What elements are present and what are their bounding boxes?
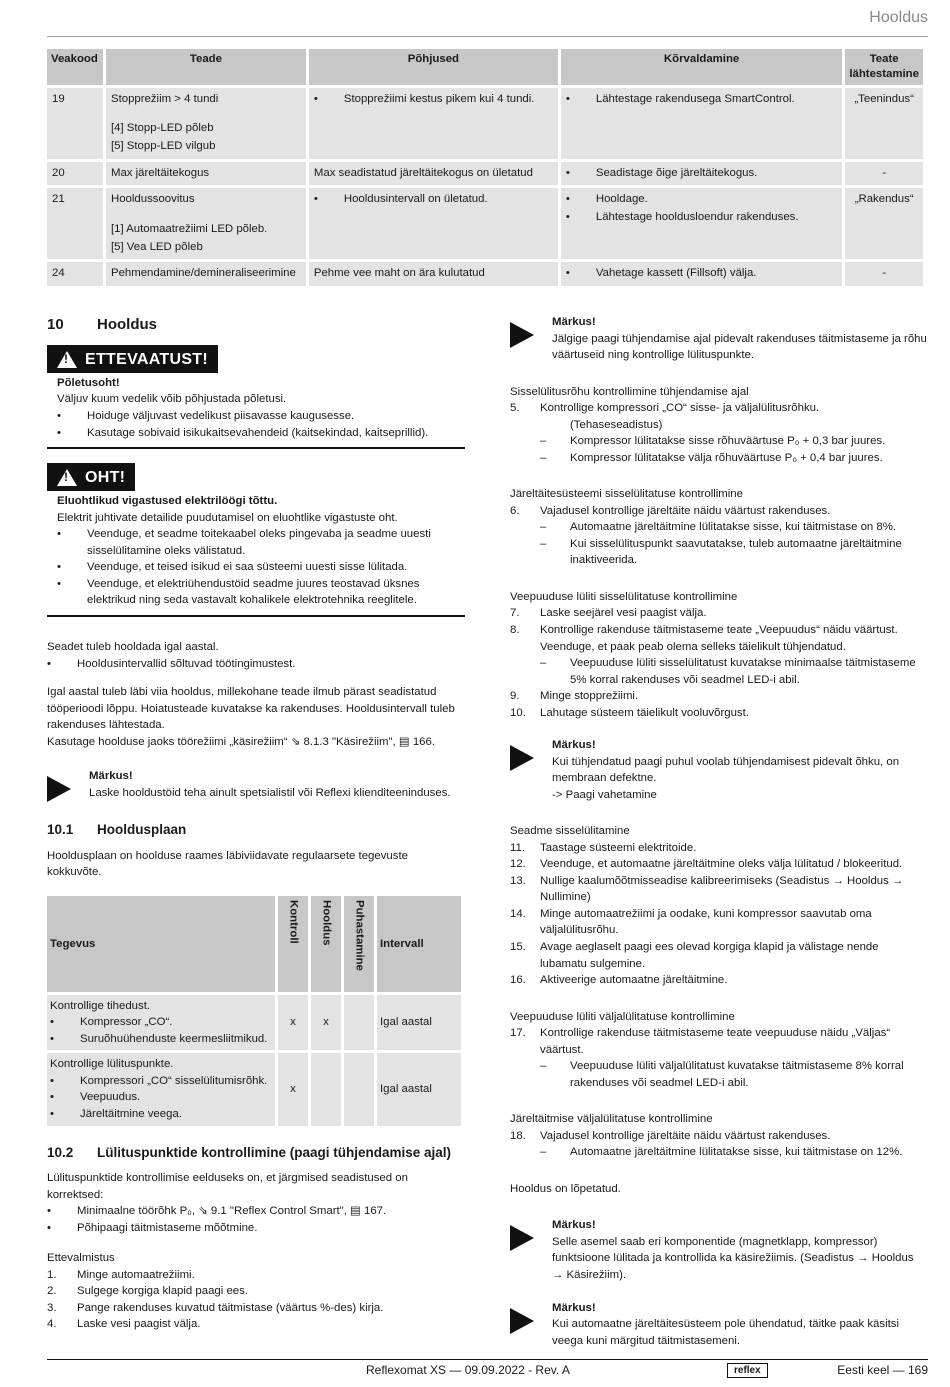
group-title: Veepuuduse lüliti väljalülitatuse kontrollimine: [510, 1010, 735, 1023]
caution-item: • Hoiduge väljuvast vedelikust piisavasse kaugusesse.: [57, 410, 355, 422]
danger-item: • Veenduge, et seadme toitekaabel oleks pingevaba ja seadme uuesti sisselülitamine oleks välistatud.: [57, 528, 431, 557]
message-line: Hooldussoovitus: [110, 193, 195, 206]
error-table-row: [47, 262, 923, 286]
caution-item: • Kasutage sobivaid isikukaitsevahendeid (kaitsekindad, kaitseprillid).: [57, 426, 429, 439]
step: 16. Aktiveerige automaatne järeltäitmine.: [510, 974, 728, 987]
page-header-title: Hooldus: [869, 9, 928, 26]
dash-item: – Veepuuduse lüliti sisselülitatust kuvatakse minimaalse täitmistaseme 5% korral rakenduses või seadmel LED-i abil.: [540, 657, 916, 686]
step: 14. Minge automaatrežiimi ja oodake, kuni kompressor saavutab oma väljalülitusrõhu.: [510, 907, 872, 937]
note-text: Kui tühjendatud paagi puhul voolab tühjendamisest pidevalt õhku, on membraan defektne.: [552, 755, 900, 785]
danger-item: • Veenduge, et elektriühendustöid seadme juures teostavad üksnes elektrikud ning seda vastavalt kohalikele elektrotehnika reeglitele.: [57, 577, 420, 607]
step-note: (Tehaseseadistus): [570, 418, 663, 431]
plan-hooldus-cell: [311, 1053, 341, 1125]
step: 2. Sulgege korgiga klapid paagi ees.: [47, 1285, 248, 1298]
error-remedy-cell: [561, 188, 842, 259]
activity-title: Kontrollige tihedust.: [50, 999, 151, 1012]
cause-text: Max seadistatud järeltäitekogus on ületatud: [313, 166, 533, 179]
message-line: [5] Stopp-LED vilgub: [110, 140, 216, 152]
plan-interval-cell: Igal aastal: [377, 1053, 461, 1125]
col-header-code: Veakood: [47, 49, 103, 85]
step: 5. Kontrollige kompressori „CO“ sisse- ja väljalülitusrõhku.: [510, 402, 820, 415]
dash-item: – Veepuuduse lüliti väljalülitatust kuvatakse täitmistaseme 8% korral rakenduses või seadmel LED-i abil.: [540, 1060, 904, 1089]
plan-kontroll-cell: x: [278, 995, 308, 1051]
note-title: Märkus!: [552, 1219, 596, 1232]
plan-puhastamine-cell: [344, 1053, 374, 1125]
plan-header-check: Kontroll: [278, 896, 308, 992]
col-header-causes: Põhjused: [309, 49, 558, 85]
error-table-row: [47, 88, 923, 159]
dash-item: – Kui sisselülituspunkt saavutatakse, tuleb automaatne järeltäitmine inaktiveerida.: [540, 537, 902, 567]
right-column: [510, 314, 928, 1361]
step: 18. Vajadusel kontrollige järeltäite näidu väärtust rakenduses.: [510, 1129, 831, 1142]
caution-label: ! ETTEVAATUST!: [47, 345, 218, 373]
step: 17. Kontrollige rakenduse täitmistaseme teate veepuuduse näidu „Väljas“ väärtust.: [510, 1027, 891, 1056]
cause-text: Pehme vee maht on ära kulutatud: [313, 267, 485, 280]
dash-item: – Kompressor lülitatakse välja rõhuväärtuse P₀ + 0,4 bar juures.: [540, 451, 883, 464]
step: 3. Pange rakenduses kuvatud täitmistase (väärtus %-des) kirja.: [47, 1301, 384, 1314]
dash-item: – Automaatne järeltäitmine lülitatakse sisse, kui täitmistase on 8%.: [540, 521, 897, 534]
spacer: [111, 209, 301, 221]
error-table-header: [47, 49, 923, 85]
note-text: Kui automaatne järeltäitesüsteem pole ühendatud, täitke paak käsitsi veega kuni märgitud täitmistasemeni.: [552, 1318, 899, 1347]
note-box: [510, 737, 928, 803]
note-title: Märkus!: [89, 770, 133, 783]
step: 11. Taastage süsteemi elektritoide.: [510, 841, 697, 854]
activity-item: • Veepuudus.: [50, 1091, 141, 1104]
col-header-remedy: Kõrvaldamine: [561, 49, 842, 85]
activity-item: • Kompressori „CO“ sisselülitumisrõhk.: [50, 1074, 268, 1087]
error-causes-cell: [309, 188, 558, 259]
remedy-item: • Vahetage kassett (Fillsoft) välja.: [565, 267, 757, 280]
activity-title: Kontrollige lülituspunkte.: [50, 1058, 174, 1071]
error-reset-cell: -: [845, 162, 923, 186]
plan-activity-cell: [47, 995, 275, 1051]
plan-table-row: [47, 1053, 461, 1125]
note-arrow-icon: [510, 1300, 552, 1350]
note-arrow-icon: [510, 737, 552, 803]
error-table: [44, 46, 926, 289]
footer-page-number: Eesti keel — 169: [837, 1363, 928, 1377]
remedy-item: • Lähtestage rakendusega SmartControl.: [565, 92, 795, 105]
dash-item: – Automaatne järeltäitmine lülitatakse sisse, kui täitmistase on 12%.: [540, 1146, 903, 1159]
error-message-cell: [106, 88, 306, 159]
maintenance-plan-table: [44, 893, 464, 1129]
note-box: [510, 1217, 928, 1283]
message-line: Pehmendamine/demineraliseerimine: [110, 267, 296, 280]
plan-table-header: [47, 896, 461, 992]
maintenance-intro: [47, 639, 465, 750]
cause-item: • Hooldusintervall on ületatud.: [313, 193, 488, 206]
activity-item: • Järeltäitmine veega.: [50, 1107, 182, 1120]
cross-reference: Kasutage hoolduse jaoks töörežiimi „käsirežiim“ ⇘ 8.1.3 "Käsirežiim", ▤ 166.: [47, 735, 435, 748]
note-arrow-icon: [510, 1217, 552, 1283]
message-line: Stopprežiim > 4 tundi: [110, 92, 219, 105]
step: 9. Minge stopprežiimi.: [510, 690, 639, 703]
remedy-item: • Hooldage.: [565, 193, 648, 206]
plan-header-interval: Intervall: [377, 896, 461, 992]
paragraph: Igal aastal tuleb läbi viia hooldus, millekohane teade ilmub pärast seadistatud tööperioodi lõppu. Hoiatusteade kuvatakse ka rakenduses. Hooldusintervall tuleb rakenduses lähtestada.: [47, 686, 455, 732]
completion-text: Hooldus on lõpetatud.: [510, 1182, 621, 1195]
step: 6. Vajadusel kontrollige järeltäite näidu väärtust rakenduses.: [510, 504, 831, 517]
error-table-row: [47, 162, 923, 186]
group-title: Sisselülitusrõhu kontrollimine tühjendamise ajal: [510, 385, 749, 398]
message-line: [5] Vea LED põleb: [110, 240, 203, 253]
preparation-steps: [47, 1267, 465, 1333]
group-title: Seadme sisselülitamine: [510, 825, 630, 838]
group-title: Järeltäitesüsteemi sisselülitatuse kontrollimine: [510, 488, 743, 501]
group-title: Järeltäitmise väljalülitatuse kontrollimine: [510, 1113, 713, 1126]
col-header-message: Teade: [106, 49, 306, 85]
caution-box: [47, 345, 465, 449]
reflex-logo: reflex: [727, 1363, 768, 1378]
step: 12. Veenduge, et automaatne järeltäitmine oleks välja lülitatud / blokeeritud.: [510, 858, 903, 871]
plan-header-cleaning: Puhastamine: [344, 896, 374, 992]
error-table-body: [47, 88, 923, 286]
error-message-cell: [106, 162, 306, 186]
error-remedy-cell: [561, 88, 842, 159]
danger-item: • Veenduge, et teised isikud ei saa süsteemi uuesti sisse lülitada.: [57, 561, 408, 574]
section-10-heading: 10 Hooldus: [47, 316, 157, 333]
danger-box: [47, 463, 465, 617]
section-10-1-heading: 10.1 Hooldusplaan: [47, 822, 187, 838]
paragraph: Seadet tuleb hooldada igal aastal.: [47, 640, 219, 653]
error-causes-cell: [309, 88, 558, 159]
remedy-item: • Seadistage õige järeltäitekogus.: [565, 166, 758, 179]
plan-kontroll-cell: x: [278, 1053, 308, 1125]
note-arrow-icon: [510, 314, 552, 364]
error-reset-cell: -: [845, 262, 923, 286]
step: 15. Avage aeglaselt paagi ees olevad korgiga klapid ja välistage nende lubamatu sulgemine.: [510, 941, 879, 970]
error-code-cell: 21: [47, 188, 103, 259]
error-causes-cell: [309, 262, 558, 286]
step: 7. Laske seejärel vesi paagist välja.: [510, 607, 707, 620]
step: 10. Lahutage süsteem täielikult vooluvõrgust.: [510, 706, 749, 719]
paragraph: Hooldusplaan on hoolduse raames läbiviidavate regulaarsete tegevuste kokkuvõte.: [47, 849, 408, 879]
error-causes-cell: [309, 162, 558, 186]
error-code-cell: 20: [47, 162, 103, 186]
remedy-item: • Lähtestage hooldusloendur rakenduses.: [565, 211, 799, 224]
activity-item: • Suruõhuühenduste keermesliitmikud.: [50, 1032, 268, 1045]
plan-header-activity: Tegevus: [47, 896, 275, 992]
plan-activity-cell: [47, 1053, 275, 1125]
note-text: -> Paagi vahetamine: [552, 788, 657, 801]
dash-item: – Kompressor lülitatakse sisse rõhuväärtuse P₀ + 0,3 bar juures.: [540, 435, 886, 448]
warning-triangle-icon: [57, 351, 77, 368]
step: 1. Minge automaatrežiimi.: [47, 1268, 195, 1281]
error-code-cell: 24: [47, 262, 103, 286]
step: 13. Nullige kaalumõõtmisseadise kalibreerimiseks (Seadistus → Hooldus → Nullimine): [510, 874, 904, 904]
warning-triangle-icon: [57, 469, 77, 486]
footer-rule: [47, 1359, 928, 1360]
error-table-row: [47, 188, 923, 259]
preparation-title: Ettevalmistus: [47, 1252, 115, 1265]
note-box: [47, 768, 465, 802]
step: 4. Laske vesi paagist välja.: [47, 1318, 201, 1331]
note-text: Selle asemel saab eri komponentide (magnetklapp, kompressor) funktsioone lülitada ja kontrollida ka käsirežiimis. (Seadistus → Hooldus → Käsirežiim).: [552, 1235, 914, 1281]
error-code-cell: 19: [47, 88, 103, 159]
error-reset-cell: „Rakendus“: [845, 188, 923, 259]
danger-text: Elektrit juhtivate detailide puudutamisel on eluohtlike vigastuste oht.: [57, 511, 398, 524]
footer-document: Reflexomat XS — 09.09.2022 - Rev. A: [366, 1363, 570, 1377]
col-header-reset: Teate lähtestamine: [845, 49, 923, 85]
note-title: Märkus!: [552, 1301, 596, 1314]
plan-table-row: [47, 995, 461, 1051]
plan-puhastamine-cell: [344, 995, 374, 1051]
plan-table-body: [47, 995, 461, 1126]
note-text: Jälgige paagi tühjendamise ajal pidevalt rakenduses täitmistaseme ja rõhu väärtuseid ning kontrollige lülituspunkte.: [552, 332, 927, 362]
section-10-2-heading: 10.2 Lülituspunktide kontrollimine (paagi tühjendamise ajal): [47, 1144, 452, 1160]
error-message-cell: [106, 188, 306, 259]
group-title: Veepuuduse lüliti sisselülitatuse kontrollimine: [510, 590, 738, 603]
list-item: • Hooldusintervallid sõltuvad töötingimustest.: [47, 657, 296, 670]
caution-text: Väljuv kuum vedelik võib põhjustada põletusi.: [57, 393, 287, 406]
paragraph: Lülituspunktide kontrollimise eelduseks on, et järgmised seadistused on korrektsed:: [47, 1172, 408, 1201]
plan-header-maintenance: Hooldus: [311, 896, 341, 992]
step: 8. Kontrollige rakenduse täitmistaseme teate „Veepuudus“ näidu väärtust. Veenduge, et paak peab olema selleks täielikult tühjendatud.: [510, 623, 898, 653]
caution-subtitle: Põletusoht!: [57, 376, 120, 389]
error-remedy-cell: [561, 162, 842, 186]
message-line: Max järeltäitekogus: [110, 166, 210, 179]
header-rule: [47, 36, 928, 37]
plan-hooldus-cell: x: [311, 995, 341, 1051]
danger-label: ! OHT!: [47, 463, 135, 491]
note-box: [510, 1300, 928, 1350]
plan-interval-cell: Igal aastal: [377, 995, 461, 1051]
left-column: [47, 314, 465, 1333]
power-on-steps: [510, 840, 928, 989]
note-title: Märkus!: [552, 739, 596, 752]
spacer: [111, 108, 301, 120]
list-item: • Minimaalne töörõhk P₀, ⇘ 9.1 "Reflex Control Smart", ▤ 167.: [47, 1205, 387, 1218]
message-line: [4] Stopp-LED põleb: [110, 122, 214, 135]
list-item: • Põhipaagi täitmistaseme mõõtmine.: [47, 1221, 258, 1234]
note-arrow-icon: [47, 768, 89, 802]
error-remedy-cell: [561, 262, 842, 286]
note-title: Märkus!: [552, 316, 596, 328]
note-box: [510, 314, 928, 364]
message-line: [1] Automaatrežiimi LED põleb.: [110, 223, 268, 236]
danger-subtitle: Eluohtlikud vigastused elektrilöögi tõttu.: [57, 495, 278, 508]
activity-item: • Kompressor „CO“.: [50, 1016, 173, 1029]
error-message-cell: [106, 262, 306, 286]
error-reset-cell: „Teenindus“: [845, 88, 923, 159]
note-text: Laske hooldustöid teha ainult spetsialistil või Reflexi klienditeeninduses.: [89, 786, 451, 799]
cause-item: • Stopprežiimi kestus pikem kui 4 tundi.: [313, 92, 535, 105]
